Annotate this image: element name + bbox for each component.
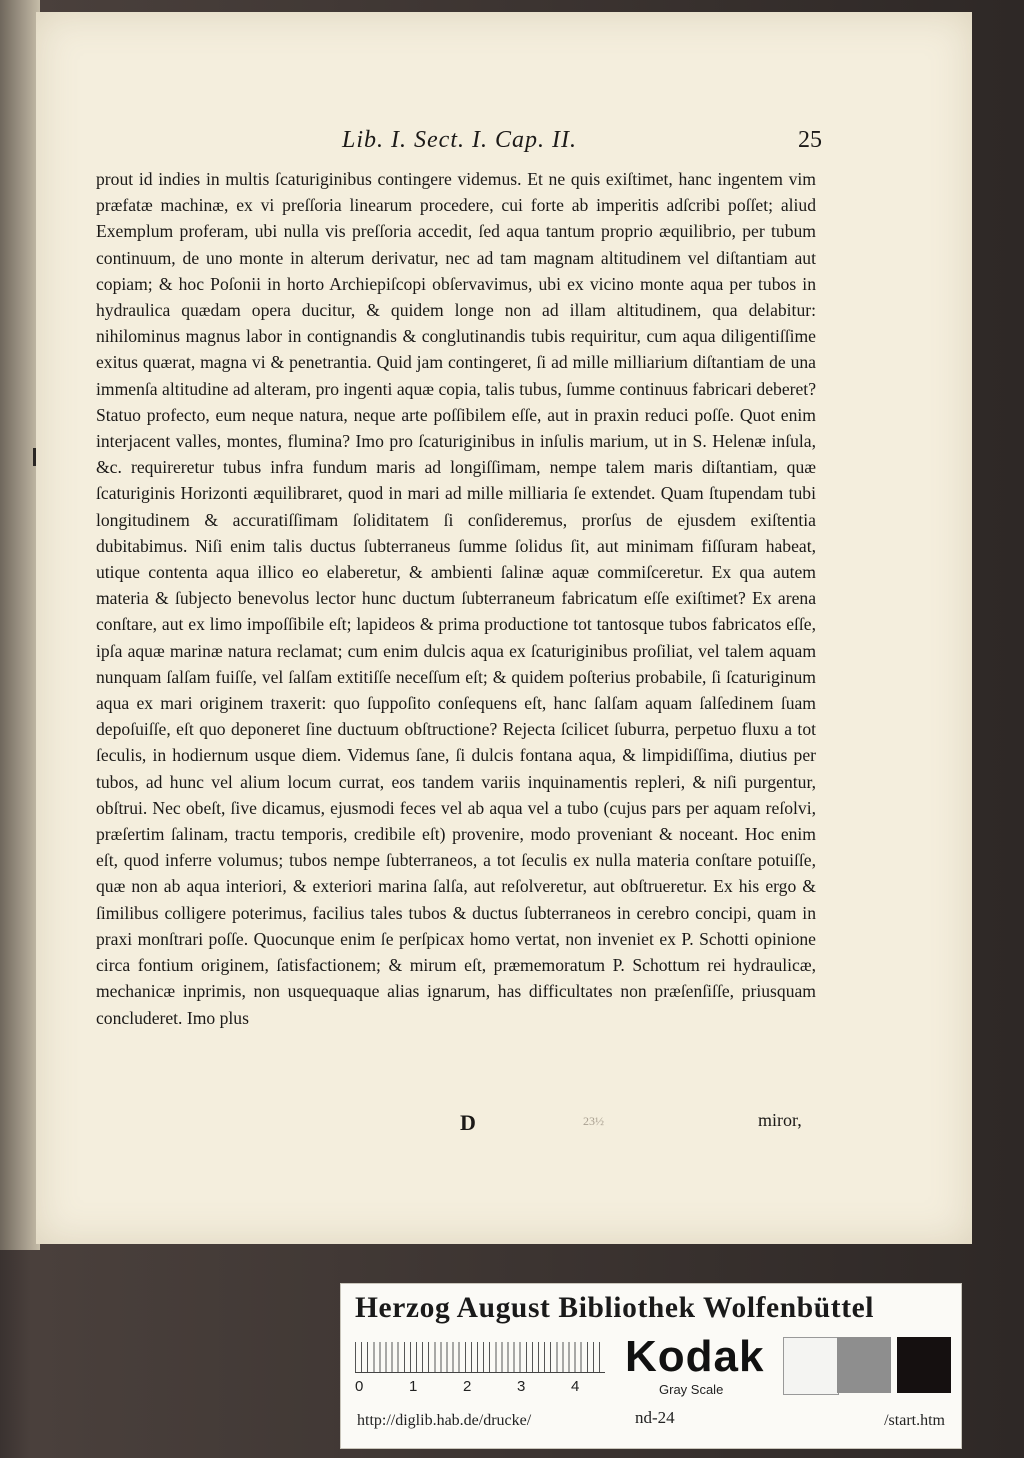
color-target-card <box>340 1283 962 1449</box>
shelfmark: nd-24 <box>635 1408 675 1427</box>
page-number: 25 <box>798 127 822 153</box>
url-base: http://diglib.hab.de/drucke/ <box>357 1412 532 1429</box>
url-suffix: /start.htm <box>884 1412 945 1429</box>
body-text <box>96 166 816 1031</box>
margin-mark <box>33 448 36 466</box>
catchword: miror, <box>758 1110 802 1130</box>
ruler-label: 0 <box>355 1378 364 1395</box>
running-title: Lib. I. Sect. I. Cap. II. <box>342 127 577 153</box>
gray-patch-mid <box>837 1337 891 1393</box>
ruler-label: 2 <box>463 1378 472 1395</box>
gray-patch-black <box>897 1337 951 1393</box>
kodak-logo: Kodak <box>625 1332 765 1381</box>
library-name: Herzog August Bibliothek Wolfenbüttel <box>355 1292 875 1324</box>
ruler-scale <box>355 1342 605 1373</box>
ruler-labels <box>351 1378 611 1398</box>
gray-scale-label: Gray Scale <box>659 1382 724 1397</box>
running-head <box>270 123 870 159</box>
ruler-label: 1 <box>409 1378 418 1395</box>
ruler-label: 4 <box>571 1378 580 1395</box>
ruler-label: 3 <box>517 1378 526 1395</box>
signature-mark: D <box>460 1110 476 1135</box>
adjacent-page-edge <box>0 0 40 1250</box>
manuscript-note: 23½ <box>583 1114 604 1128</box>
main-paragraph: prout id indies in multis ſcaturiginibus contingere videmus. Et ne quis exiſtimet, hanc ingentem vim præfatæ machinæ, ex vi preſſoria linearum procedere, cui forte ab imperitis adſcribi poſſet; aliud Exemplum proferam, ubi nulla vis preſſoria accedit, ſed aqua tantum proprio æquilibrio, per tubum continuum, de uno monte in alterum derivatur, nec ad tam magnam altitudinem vel diſtantiam aut copiam; & hoc Poſonii in horto Archiepiſcopi obſervavimus, ubi ex vicino monte aqua per tubos in hydraulica quædam opera ducitur, & quidem longe non ad illam altitudinem, qua delabitur: nihilominus magnus labor in contignandis & conglutinandis tubis requiritur, cum aqua diligentiſſime exitus quærat, magna vi & penetrantia. Quid jam contingeret, ſi ad mille milliarium diſtantiam de una immenſa altitudine ad alteram, pro ingenti aquæ copia, talis tubus, ſumme continuus fabricari deberet? Statuo profecto, eum neque natura, neque arte poſſibilem eſſe, aut in praxin reduci poſſe. Quot enim interjacent valles, montes, flumina? Imo pro ſcaturiginibus in inſulis marium, ut in S. Helenæ inſula, &c. requireretur tubus infra fundum maris ad longiſſimam, nempe talem maris diſtantiam, quæ ſcaturiginis Horizonti æquilibraret, quod in mari ad mille milliaria ſe extendet. Quam ſtupendam tubi longitudinem & accuratiſſimam ſoliditatem ſi conſideremus, prorſus de ejusdem exiſtentia dubitabimus. Niſi enim talis ductus ſubterraneus ſumme ſolidus ſit, aut minimam fiſſuram habeat, utique contenta aqua illico eo elaberetur, & ambienti ſalinæ aquæ commiſceretur. Ex qua autem materia & ſubjecto benevolus lector hunc ductum ſubterraneum fabricatum eſſe exiſtimet? Ex arena conſtare, aut ex limo impoſſibile eſt; lapideos & prima productione tot tantosque tubos fabricatos eſſe, ipſa aquæ marinæ natura reclamat; cum enim dulcis aqua ex ſcaturiginibus proſiliat, vel talem aquam nunquam ſalſam fuiſſe, vel ſalſam extitiſſe neceſſum eſt; & quidem poſterius probabile, ſi ſcaturiginum aqua ex mari originem traxerit: quo ſuppoſito conſequens eſt, hanc ſalſam aquam ſalſedinem ſuam depoſuiſſe, eſt quo deponeret ſine ductuum obſtructione? Rejecta ſcilicet ſuburra, perpetuo fluxu a tot ſeculis, in hodiernum usque diem. Videmus ſane, ſi dulcis fontana aqua, & limpidiſſima, diutius per tubos, ad hunc vel alium locum currat, eos tandem variis inquinamentis repleri, & niſi purgentur, obſtrui. Nec obeſt, ſive dicamus, ejusmodi feces vel ab aqua vel a tubo (cujus pars per aquam reſolvi, præſertim ſalinam, tractu temporis, credibile eſt) provenire, modo proveniant & noceant. Hoc enim eſt, quod inferre volumus; tubos nempe ſubterraneos, a tot ſeculis ex nulla materia conſtare potuiſſe, quæ non ab aqua interiori, & exteriori marina ſalſa, aut reſolveretur, aut obſtrueretur. Ex his ergo & ſimilibus colligere poterimus, facilius tales tubos & ductus ſubterraneos in cerebro concipi, quam in praxi monſtrari poſſe. Quocunque enim ſe perſpicax homo vertat, non inveniet ex P. Schotti opinione circa fontium originem, ſatisfactionem; & mirum eſt, præmemoratum P. Schottum rei hydraulicæ, mechanicæ inprimis, non usquequaque alias ignarum, has difficultates non præſenſiſſe, priusquam concluderet. Imo plus <box>96 169 816 1028</box>
gray-patch-white <box>783 1337 839 1395</box>
